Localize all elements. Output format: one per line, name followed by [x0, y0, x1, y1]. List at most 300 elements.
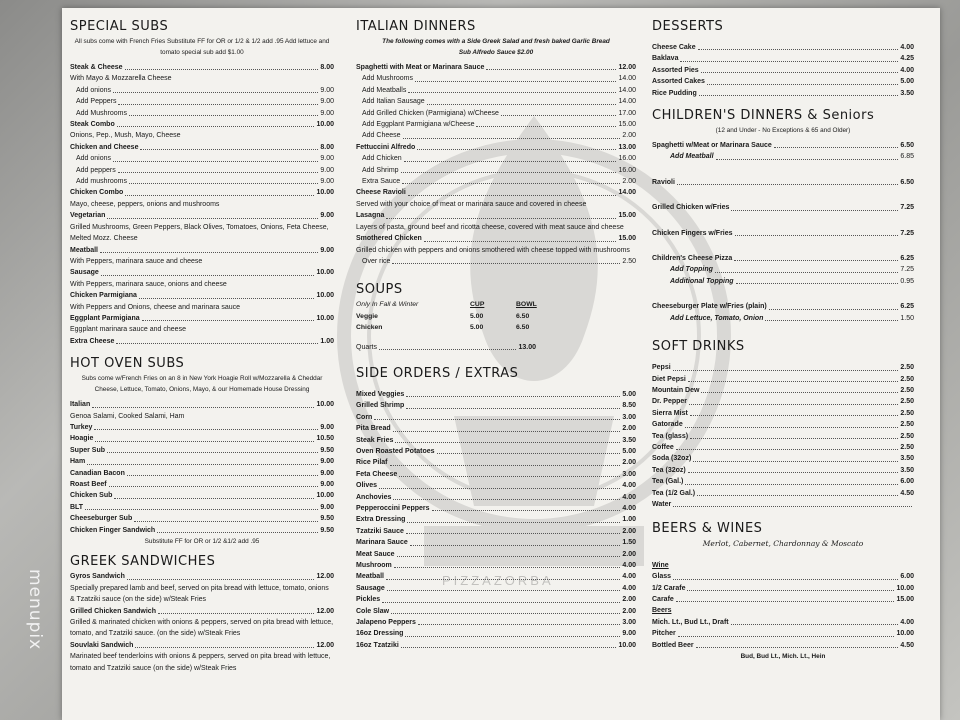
menu-item-description: With Peppers, marinara sauce, onions and cheese [70, 280, 227, 288]
menu-item-name: Add Topping [670, 266, 713, 274]
menu-item-name: Steak & Cheese [70, 64, 123, 71]
menu-item-name: Add mushrooms [76, 178, 127, 186]
menu-item-price: 5.00 [622, 390, 636, 398]
menu-item-name: Meatball [70, 246, 99, 254]
menu-item-price: 1.00 [320, 337, 334, 345]
menu-item [356, 85, 636, 96]
soup-row [356, 322, 636, 333]
leader-dots [379, 488, 620, 489]
soups-quarts-row [356, 342, 536, 353]
menu-item-name: Hoagie [70, 435, 94, 443]
menu-item [70, 187, 334, 198]
menu-item [356, 571, 636, 582]
wine-list [652, 571, 914, 605]
menu-item-name: 16oz Dressing [356, 630, 404, 638]
menu-item-price: 6.25 [900, 303, 914, 311]
soup-bowl-price: 6.50 [516, 324, 530, 332]
menu-item-price: 16.00 [618, 155, 636, 163]
menu-item-name: 1/2 Carafe [652, 584, 686, 592]
menu-item-name: Cheese Ravioli [356, 189, 406, 197]
menu-item [70, 468, 334, 479]
leader-dots [734, 260, 898, 261]
menu-item [652, 499, 914, 510]
menu-item [70, 456, 334, 467]
leader-dots [417, 149, 616, 150]
menu-item-name: Grilled Chicken w/Fries [652, 204, 730, 212]
menu-item-price: 16.00 [618, 166, 636, 174]
menu-item [70, 513, 334, 524]
menu-item [652, 442, 914, 453]
leader-dots [129, 183, 318, 184]
menu-item-name: Chicken Combo [70, 189, 124, 197]
leader-dots [731, 624, 899, 625]
menu-item-price: 1.50 [622, 539, 636, 547]
menu-item-price: 4.00 [900, 618, 914, 626]
menu-item-name: Vegetarian [70, 212, 106, 220]
leader-dots [402, 183, 620, 184]
menu-item [652, 362, 914, 373]
menu-item-name: Meatball [356, 573, 385, 581]
menu-item-price: 9.00 [320, 246, 334, 254]
menu-item-name: Assorted Pies [652, 66, 699, 74]
childrens-list [652, 140, 914, 324]
special-subs-title: SPECIAL SUBS [70, 19, 169, 34]
menu-item-name: Mountain Dew [652, 386, 700, 394]
menu-item-name: Add Eggplant Parmigiana w/Cheese [362, 121, 475, 129]
menu-item [70, 176, 334, 187]
menu-item [652, 65, 914, 76]
menu-item-name: Cheeseburger Plate w/Fries (plain) [652, 303, 767, 311]
leader-dots [408, 92, 616, 93]
menu-item-name: Mixed Veggies [356, 390, 405, 398]
leader-dots [158, 613, 315, 614]
menu-item-price: 12.00 [618, 64, 636, 71]
hot-oven-subs-list [70, 399, 334, 536]
menu-item [356, 142, 636, 153]
menu-item [652, 617, 914, 628]
menu-item-price: 13.00 [618, 143, 636, 151]
menu-item [652, 76, 914, 87]
menu-item-price: 6.00 [900, 573, 914, 581]
menu-item-name: Add onions [76, 155, 112, 163]
leader-dots [113, 92, 318, 93]
menu-item-name: Carafe [652, 596, 674, 603]
menu-item-price: 3.50 [900, 89, 914, 97]
menu-item [356, 640, 636, 651]
menu-item-price: 12.00 [316, 641, 334, 649]
menu-item-name: Tea (glass) [652, 432, 689, 440]
menu-item-name: Fettuccini Alfredo [356, 143, 416, 151]
leader-dots [92, 407, 314, 408]
menu-item [70, 502, 334, 513]
menu-item-price: 12.00 [316, 607, 334, 615]
menu-item-name: Corn [356, 413, 373, 421]
menu-item-name: Add onions [76, 86, 112, 94]
menu-item-name: Sausage [70, 269, 99, 277]
leader-dots [134, 521, 318, 522]
menu-item-name: Cheeseburger Sub [70, 515, 133, 523]
menu-item [356, 526, 636, 537]
side-orders-list [356, 389, 636, 651]
menu-item-price: 10.50 [316, 435, 334, 443]
leader-dots [139, 298, 315, 299]
menu-item-name: Add Chicken [362, 155, 402, 163]
italian-dinners-intro-2: Sub Alfredo Sauce $2.00 [458, 49, 534, 56]
italian-dinners-list [356, 62, 636, 267]
menu-item-price: 15.00 [896, 596, 914, 603]
menu-item-name: Mich. Lt., Bud Lt., Draft [652, 618, 729, 626]
menu-item-name: Soda (32oz) [652, 455, 692, 463]
leader-dots [486, 69, 616, 70]
menu-item-price: 17.00 [618, 109, 636, 117]
menu-item-name: Tzatziki Sauce [356, 527, 404, 535]
leader-dots [735, 235, 899, 236]
menu-item [652, 301, 914, 312]
column-middle [356, 18, 636, 651]
menu-item [356, 73, 636, 84]
menu-item-price: 9.00 [320, 166, 334, 174]
menu-sheet [62, 8, 940, 720]
menu-item [652, 571, 914, 582]
menu-item [652, 276, 914, 287]
menu-item-name: Roast Beef [70, 481, 107, 488]
menu-item-price: 10.00 [618, 641, 636, 649]
menu-item-description: Grilled & marinated chicken with onions & peppers, served on pita bread with lettuce, tomato, and Tzatziki sauce. (on the side) w/Steak Fries [70, 619, 334, 638]
menu-item-name: Pepperoccini Peppers [356, 505, 430, 512]
menu-item [356, 435, 636, 446]
soup-bowl-price: 6.50 [516, 312, 530, 320]
menu-item [356, 96, 636, 107]
menu-item-name: Add Cheese [362, 132, 401, 140]
menu-item-price: 2.50 [900, 432, 914, 440]
menu-item-price: 4.50 [900, 641, 914, 649]
menu-item-price: 2.50 [900, 409, 914, 417]
menu-item-price: 4.00 [900, 66, 914, 74]
leader-dots [397, 556, 621, 557]
menu-item-description: Marinated beef tenderloins with onions & peppers, served on pita bread with lettuce, tomato and Tzatziki sauce (on the side) w/Steak Fries [70, 653, 331, 672]
menu-item-name: Children's Cheese Pizza [652, 255, 733, 263]
menu-item-name: Pitcher [652, 630, 676, 638]
menu-item [70, 142, 334, 153]
leader-dots [406, 533, 621, 534]
menu-item-price: 2.00 [622, 132, 636, 140]
menu-item-price: 8.00 [320, 64, 334, 71]
menu-item [652, 628, 914, 639]
menu-item [652, 385, 914, 396]
menu-item-price: 0.95 [900, 277, 914, 285]
menu-item-name: Glass [652, 573, 672, 581]
leader-dots [387, 590, 621, 591]
menu-item [70, 490, 334, 501]
menu-item-name: Gatorade [652, 421, 683, 429]
menu-item [652, 253, 914, 264]
hot-oven-note: Substitute FF for OR or 1/2 &1/2 add .95 [144, 538, 260, 546]
menu-item [652, 476, 914, 487]
leader-dots [399, 476, 620, 477]
menu-item [70, 96, 334, 107]
italian-dinners-intro: The following comes with a Side Greek Salad and fresh baked Garlic Bread [382, 38, 610, 45]
childrens-title: CHILDREN'S DINNERS & Seniors [652, 108, 875, 124]
italian-dinners-title: ITALIAN DINNERS [356, 19, 476, 34]
leader-dots [685, 484, 898, 485]
menu-item [70, 290, 334, 301]
menu-item-name: Chicken Finger Sandwich [70, 526, 156, 534]
menu-item-price: 9.50 [320, 446, 334, 454]
leader-dots [407, 522, 620, 523]
soup-row [356, 311, 636, 322]
leader-dots [432, 510, 621, 511]
leader-dots [107, 218, 318, 219]
menu-item [652, 264, 914, 275]
menu-item-name: Add Meatball [670, 153, 714, 161]
menu-item-price: 2.50 [900, 443, 914, 451]
leader-dots [427, 104, 617, 105]
menu-item [356, 446, 636, 457]
menu-item-price: 2.00 [622, 527, 636, 535]
soft-drinks-list [652, 362, 914, 510]
menu-item [356, 560, 636, 571]
menu-item-name: Anchovies [356, 493, 392, 501]
menu-item [652, 88, 914, 99]
menu-item-name: Pickles [356, 596, 381, 604]
menu-item [356, 480, 636, 491]
leader-dots [676, 601, 895, 602]
menu-item [70, 571, 334, 582]
menu-item-price: 10.00 [316, 292, 334, 300]
menu-item-price: 9.00 [622, 630, 636, 638]
leader-dots [374, 419, 620, 420]
soups-cup-label: CUP [470, 301, 485, 309]
menu-item-description: Mayo, cheese, peppers, onions and mushrooms [70, 200, 220, 208]
menu-item [70, 313, 334, 324]
menu-item-name: Over rice [362, 257, 391, 265]
menu-item [356, 503, 636, 514]
soup-cup-price: 5.00 [470, 324, 484, 332]
leader-dots [678, 636, 895, 637]
menu-item-price: 9.00 [320, 86, 334, 94]
menu-item [356, 514, 636, 525]
menu-item-price: 9.00 [320, 503, 334, 511]
menu-item-price: 6.50 [900, 178, 914, 186]
menu-item [652, 202, 914, 213]
leader-dots [100, 252, 318, 253]
menu-item-name: Dr. Pepper [652, 398, 688, 406]
menu-item-name: Coffee [652, 443, 674, 451]
menu-item [356, 176, 636, 187]
menu-item-price: 9.00 [320, 458, 334, 466]
leader-dots [135, 647, 314, 648]
menu-item-price: 4.00 [622, 505, 636, 512]
menu-item-name: Water [652, 500, 672, 508]
leader-dots [157, 532, 318, 533]
menu-item-name: Bottled Beer [652, 641, 694, 649]
menu-item-name: Lasagna [356, 212, 385, 220]
special-subs-intro: All subs come with French Fries Substitute FF for OR or 1/2 & 1/2 add .95 Add lettuce and tomato special sub add $1.00 [74, 38, 330, 56]
menu-item [356, 119, 636, 130]
leader-dots [391, 613, 620, 614]
leader-dots [127, 579, 315, 580]
menu-item-price: 6.50 [900, 142, 914, 150]
leader-dots [405, 636, 620, 637]
beer-list [652, 617, 914, 651]
menu-item-name: Grilled Shrimp [356, 402, 405, 410]
menu-item [356, 492, 636, 503]
menu-item-name: Souvlaki Sandwich [70, 641, 134, 649]
desserts-list [652, 42, 914, 99]
menu-item [652, 583, 914, 594]
menu-item [70, 445, 334, 456]
leader-dots [393, 499, 620, 500]
leader-dots [701, 392, 898, 393]
menu-item-name: Rice Pudding [652, 89, 697, 97]
menu-item-description: Layers of pasta, ground beef and ricotta cheese, covered with meat sauce and cheese [356, 223, 624, 231]
menu-item-price: 1.00 [622, 516, 636, 524]
menu-item-price: 4.50 [900, 489, 914, 497]
leader-dots [769, 309, 899, 310]
menu-item-name: Chicken Parmigiana [70, 292, 137, 300]
leader-dots [501, 115, 617, 116]
menu-item-price: 2.00 [622, 459, 636, 467]
menu-item [652, 431, 914, 442]
menu-item-price: 7.25 [900, 204, 914, 212]
menu-item-name: Add Meatballs [362, 86, 407, 94]
menu-item-name: Turkey [70, 423, 93, 431]
menu-item-name: Tea (Gal.) [652, 478, 684, 486]
leader-dots [673, 506, 912, 507]
menu-item-price: 2.50 [900, 364, 914, 372]
menu-item-name: Additional Topping [670, 277, 734, 285]
menu-item [70, 336, 334, 347]
menu-item [652, 53, 914, 64]
menu-item-name: Steak Combo [70, 121, 115, 129]
menu-item-name: Jalapeno Peppers [356, 619, 416, 627]
menu-item-price: 10.00 [316, 189, 334, 197]
menu-item-name: Cole Slaw [356, 607, 390, 615]
menu-item-price: 2.00 [622, 596, 636, 604]
menu-item-name: Chicken Sub [70, 492, 113, 500]
wine-label: Wine [652, 561, 669, 569]
leader-dots [698, 49, 899, 50]
menu-item-price: 5.00 [622, 447, 636, 455]
menu-item [356, 165, 636, 176]
hot-oven-subs-intro: Subs come w/French Fries on an 8 in New York Hoagie Roll w/Mozzarella & Cheddar Cheese, Lettuce, Tomato, Onions, Mayo, & our Homemade House Dressing [81, 375, 323, 394]
leader-dots [94, 429, 318, 430]
menu-item [70, 640, 334, 651]
menu-item [652, 313, 914, 324]
menu-item [70, 525, 334, 536]
menu-item-price: 10.00 [316, 401, 334, 409]
leader-dots [424, 241, 617, 242]
leader-dots [699, 95, 899, 96]
menu-item-name: BLT [70, 503, 84, 511]
menu-item [652, 140, 914, 151]
watermark-text: PIZZAZORBA [442, 573, 554, 588]
menu-item-price: 14.00 [618, 75, 636, 83]
menu-item-name: Steak Fries [356, 436, 394, 444]
menu-item-name: Ravioli [652, 178, 675, 186]
menu-item-price: 10.00 [316, 121, 334, 129]
menu-item-price: 7.25 [900, 266, 914, 274]
menu-item-price: 4.00 [622, 493, 636, 501]
menu-item-price: 9.00 [320, 212, 334, 220]
menu-item-price: 8.50 [622, 402, 636, 410]
menu-item [652, 640, 914, 651]
leader-dots [731, 210, 898, 211]
soups-title: SOUPS [356, 282, 403, 298]
menu-item-name: Chicken and Cheese [70, 143, 139, 151]
menu-item-price: 10.00 [316, 492, 334, 500]
soup-name: Veggie [356, 312, 378, 320]
menu-item-price: 2.00 [622, 550, 636, 558]
beers-wines-subtitle: Merlot, Cabernet, Chardonnay & Moscato [702, 539, 864, 549]
menu-item [652, 177, 914, 188]
menu-item-price: 2.50 [900, 375, 914, 383]
menu-item-price: 3.50 [900, 455, 914, 463]
menu-item [356, 210, 636, 221]
soup-name: Chicken [356, 324, 383, 332]
menu-item-name: Feta Cheese [356, 470, 398, 478]
leader-dots [107, 452, 318, 453]
menu-item-name: Add Mushrooms [76, 109, 127, 117]
menu-item [70, 606, 334, 617]
menu-item [652, 465, 914, 476]
leader-dots [393, 431, 621, 432]
soft-drinks-title: SOFT DRINKS [652, 339, 745, 355]
menu-item-price: 2.00 [622, 178, 636, 186]
menu-item-price: 9.00 [320, 178, 334, 186]
leader-dots [690, 438, 898, 439]
menu-item-price: 2.50 [900, 386, 914, 394]
menu-item [652, 151, 914, 162]
menu-item [356, 233, 636, 244]
leader-dots [395, 442, 620, 443]
menu-item [356, 617, 636, 628]
menu-item [356, 549, 636, 560]
leader-dots [125, 69, 319, 70]
leader-dots [716, 159, 899, 160]
leader-dots [113, 161, 318, 162]
menu-item [70, 165, 334, 176]
menu-item-name: Add Peppers [76, 98, 117, 106]
menu-item [356, 628, 636, 639]
menu-item-name: Pita Bread [356, 425, 391, 433]
menu-item-name: Grilled Chicken Sandwich [70, 607, 156, 615]
leader-dots [386, 218, 616, 219]
menu-item-description: Served with your choice of meat or marinara sauce and covered in cheese [356, 200, 587, 208]
menu-item-name: Italian [70, 401, 91, 409]
leader-dots [437, 453, 621, 454]
menu-item-name: Spaghetti with Meat or Marinara Sauce [356, 64, 485, 71]
leader-dots [386, 579, 620, 580]
menu-item-name: 16oz Tzatziki [356, 641, 399, 649]
menu-item [70, 422, 334, 433]
menu-item-name: Assorted Cakes [652, 78, 705, 86]
leader-dots [116, 343, 318, 344]
menu-item-name: Super Sub [70, 446, 106, 454]
menu-item [70, 245, 334, 256]
desserts-title: DESSERTS [652, 19, 724, 34]
greek-sandwiches-list [70, 571, 334, 674]
menu-item [652, 488, 914, 499]
menu-item-price: 4.00 [622, 482, 636, 490]
special-subs-list [70, 62, 334, 347]
menu-item-description: Grilled Mushrooms, Green Peppers, Black Olives, Tomatoes, Onions, Feta Cheese, Melted Mozz. Cheese [70, 223, 329, 243]
menu-item [356, 62, 636, 73]
menu-item-price: 1.50 [900, 314, 914, 322]
leader-dots [118, 172, 319, 173]
menu-item-price: 4.00 [622, 573, 636, 581]
menu-item [356, 130, 636, 141]
